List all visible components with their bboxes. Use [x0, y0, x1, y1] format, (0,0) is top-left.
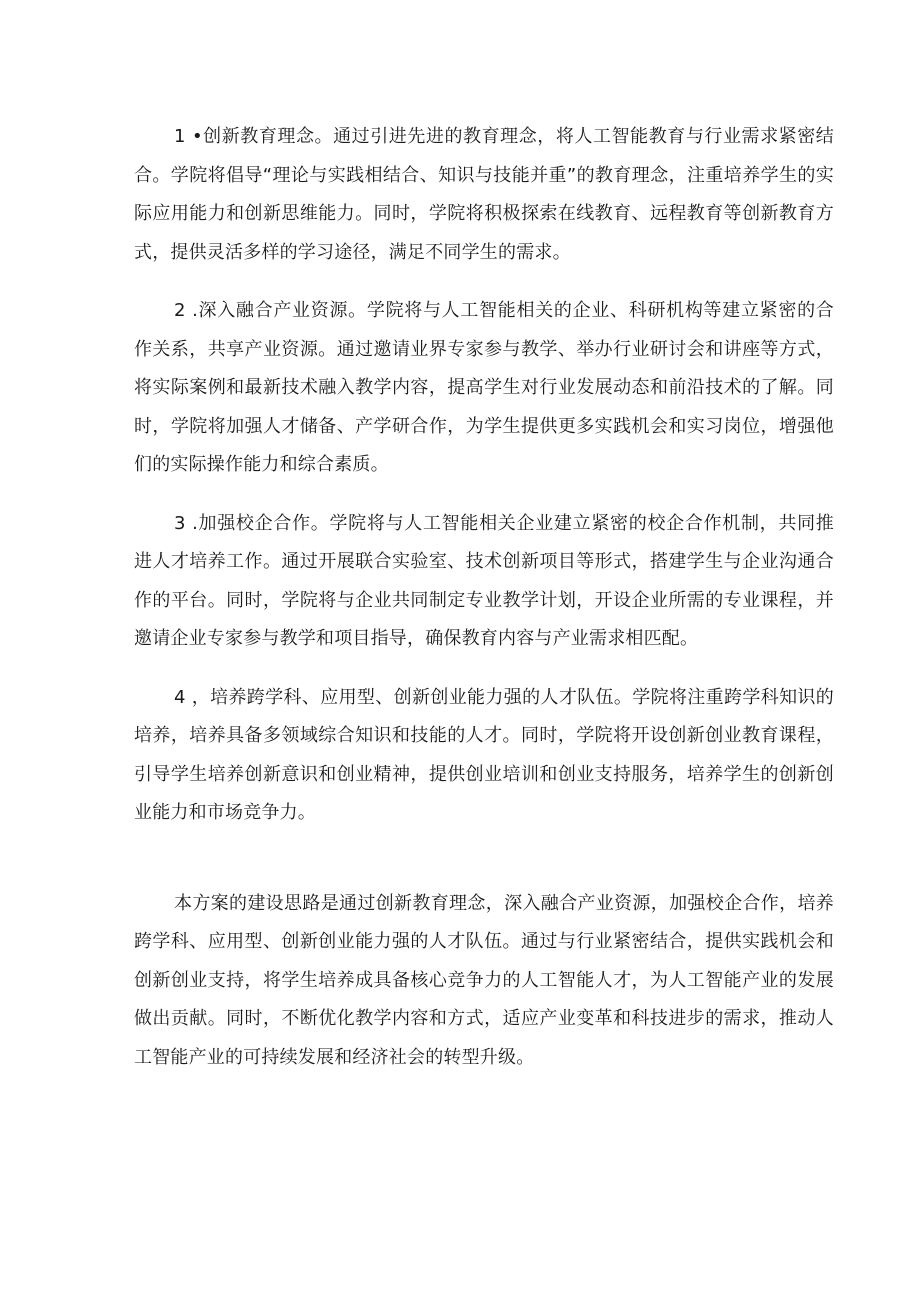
paragraph-summary: 本方案的建设思路是通过创新教育理念，深入融合产业资源，加强校企合作，培养跨学科、应用型、创新创业能力强的人才队伍。通过与行业紧密结合，提供实践机会和创新创业支持，将学生培养成具备核心竞争力的人工智能人才，为人工智能产业的发展做出贡献。同时，不断优化教学内容和方式，适应产业变革和科技进步的需求，推动人工智能产业的可持续发展和经济社会的转型升级。 — [134, 892, 834, 1068]
paragraph-school-enterprise: 3 .加强校企合作。学院将与人工智能相关企业建立紧密的校企合作机制，共同推进人才培养工作。通过开展联合实验室、技术创新项目等形式，搭建学生与企业沟通合作的平台。同时，学院将与企业共同制定专业教学计划，开设企业所需的专业课程，并邀请企业专家参与教学和项目指导，确保教育内容与产业需求相匹配。 — [134, 512, 834, 649]
paragraph-innovative-education: 1 •创新教育理念。通过引进先进的教育理念，将人工智能教育与行业需求紧密结合。学院将倡导“理论与实践相结合、知识与技能并重”的教育理念，注重培养学生的实际应用能力和创新思维能力。同时，学院将积极探索在线教育、远程教育等创新教育方式，提供灵活多样的学习途径，满足不同学生的需求。 — [134, 126, 834, 263]
paragraph-industry-resources: 2 .深入融合产业资源。学院将与人工智能相关的企业、科研机构等建立紧密的合作关系，共享产业资源。通过邀请业界专家参与教学、举办行业研讨会和讲座等方式，将实际案例和最新技术融入教学内容，提高学生对行业发展动态和前沿技术的了解。同时，学院将加强人才储备、产学研合作，为学生提供更多实践机会和实习岗位，增强他们的实际操作能力和综合素质。 — [134, 300, 834, 475]
paragraph-talent-team: 4 ，培养跨学科、应用型、创新创业能力强的人才队伍。学院将注重跨学科知识的培养，培养具备多领域综合知识和技能的人才。同时，学院将开设创新创业教育课程，引导学生培养创新意识和创业精神，提供创业培训和创业支持服务，培养学生的创新创业能力和市场竞争力。 — [134, 686, 834, 823]
